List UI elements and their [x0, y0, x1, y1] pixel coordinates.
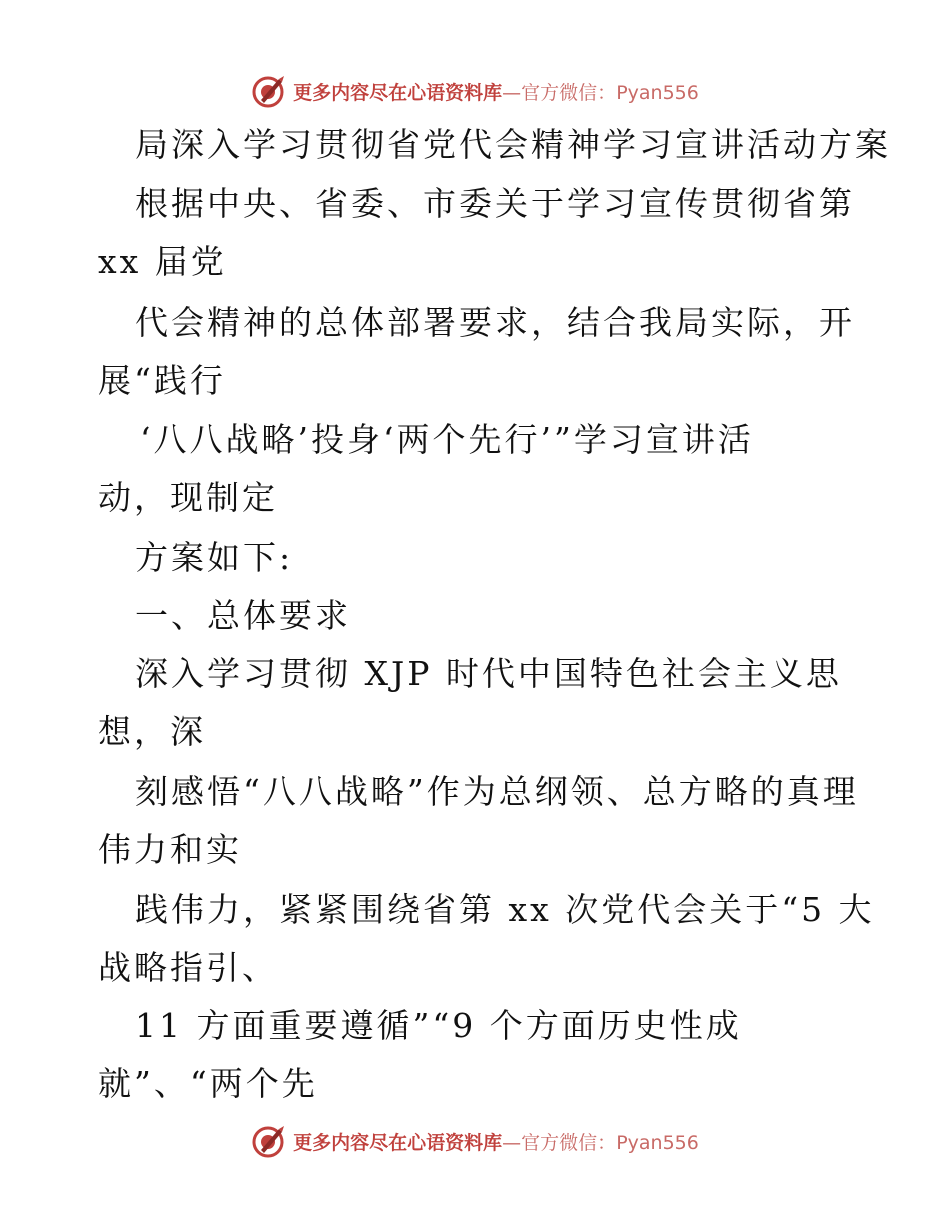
- doc-line: 根据中央、省委、市委关于学习宣传贯彻省第: [135, 184, 855, 223]
- doc-line: 展“践行: [98, 361, 226, 400]
- doc-line: xx 届党: [98, 242, 227, 281]
- watermark-site: 更多内容尽在心语资料库: [293, 81, 503, 104]
- doc-line: 就”、“两个先: [98, 1064, 318, 1103]
- doc-line: 方案如下:: [135, 538, 294, 577]
- doc-title: 局深入学习贯彻省党代会精神学习宣讲活动方案: [135, 125, 891, 164]
- watermark-wechat-id: Pyan556: [616, 1131, 699, 1154]
- doc-line: 11 方面重要遵循”“9 个方面历史性成: [135, 1006, 742, 1045]
- pen-logo-icon: [251, 1123, 287, 1159]
- doc-line: 刻感悟“八八战略”作为总纲领、总方略的真理: [135, 772, 859, 811]
- doc-line: 战略指引、: [98, 948, 278, 987]
- doc-line: 动，现制定: [98, 478, 278, 517]
- doc-line: 想，深: [98, 712, 206, 751]
- watermark-dash: —: [502, 1131, 522, 1154]
- doc-line: 深入学习贯彻 XJP 时代中国特色社会主义思: [135, 654, 842, 693]
- doc-line: 伟力和实: [98, 830, 242, 869]
- watermark-site: 更多内容尽在心语资料库: [293, 1131, 503, 1154]
- watermark-wechat-id: Pyan556: [616, 81, 699, 104]
- watermark-wechat-label: 官方微信：: [521, 1131, 617, 1154]
- doc-line: ‘八八战略’投身‘两个先行’”学习宣讲活: [140, 420, 754, 459]
- watermark-wechat-label: 官方微信：: [521, 81, 617, 104]
- doc-line: 践伟力，紧紧围绕省第 xx 次党代会关于“5 大: [135, 890, 875, 929]
- footer-watermark: [0, 1121, 950, 1161]
- doc-line: 代会精神的总体部署要求，结合我局实际，开: [135, 303, 855, 342]
- watermark-text: [293, 1128, 699, 1155]
- watermark-dash: —: [502, 81, 522, 104]
- section-heading: 一、总体要求: [135, 596, 351, 635]
